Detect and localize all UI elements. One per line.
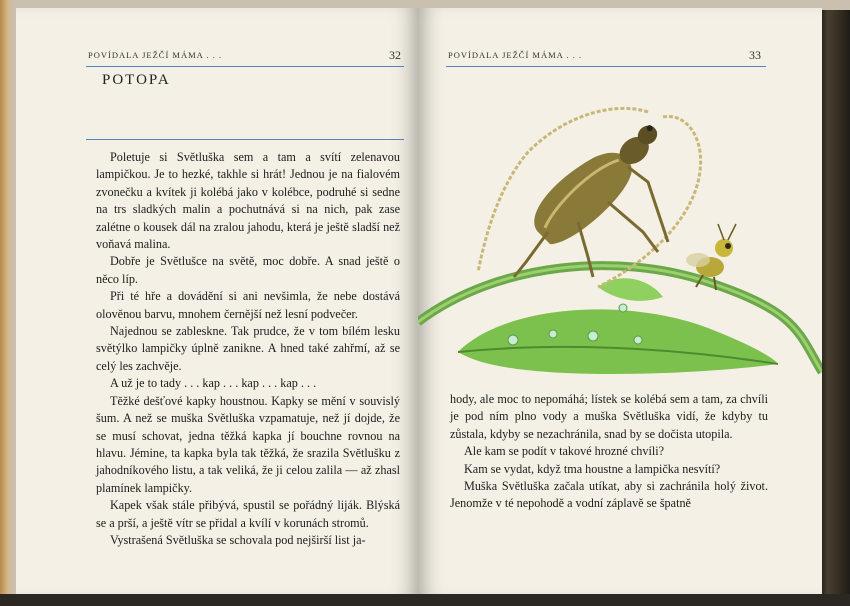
- header-rule: [86, 66, 404, 67]
- beetle-and-firefly-illustration: [418, 72, 822, 392]
- paragraph: A už je to tady . . . kap . . . kap . . . kap . . .: [110, 376, 317, 391]
- paragraph: Vystrašená Světluška se schovala pod nejširší list ja-: [110, 532, 366, 547]
- paragraph: Ale kam se podít v takové hrozné chvíli?: [464, 444, 665, 459]
- running-head: POVÍDALA JEŽČÍ MÁMA . . .: [448, 50, 583, 60]
- leaf: [458, 309, 778, 374]
- paragraph: Dobře je Světlušce na světě, moc dobře. A snad ještě o něco líp.: [96, 254, 400, 286]
- paragraph: Těžké dešťové kapky houstnou. Kapky se mění v souvislý šum. A než se muška Světluška vzpamatuje, než jí dojde, že se musí schovat, jedna těžká kapka jí bouchne rovnou na hlavu. Jémine, ta kapka byla tak těžká, že srazila Světlušku z jahodníkového listu, a tak veliká, že ji celou zalila — až zhasl plamínek lampičky.: [96, 393, 400, 495]
- paragraph: hody, ale moc to nepomáhá; lístek se kolébá sem a tam, za chvíli je pod ním plno vody a muška Světluška vidí, že kdyby tu zůstala, kdyby se nezachránila, snad by se dočista utopila.: [450, 392, 768, 441]
- left-page: [16, 8, 418, 596]
- running-head: POVÍDALA JEŽČÍ MÁMA . . .: [88, 50, 223, 60]
- left-body-text: [96, 149, 400, 549]
- paragraph: Kam se vydat, když tma houstne a lampička nesvítí?: [464, 461, 721, 476]
- right-page: [418, 8, 822, 596]
- chapter-title: POTOPA: [102, 72, 171, 88]
- book-bottom-edge: [0, 594, 850, 606]
- paragraph: Poletuje si Světluška sem a tam a svítí zelenavou lampičkou. Je to hezké, takhle si hrát! Jednou je na fialovém zvonečku a kvítek ji kolébá jako v kolébce, podruhé si sedne na trs sladkých malin a pochutnává si na nich, pak zase zalétne o kousek dál na zralou jahodu, která je ještě sladší než voňavá malina.: [96, 150, 400, 252]
- paragraph: Muška Světluška začala utíkat, aby si zachránila holý život. Jenomže v té nepohodě a vodní záplavě se špatně: [450, 479, 768, 511]
- paragraph: Najednou se zableskne. Tak prudce, že v tom bílém lesku světýlko lampičky úplně zanikne. A hned také zahřmí, až se celý les zachvěje.: [96, 324, 400, 373]
- book-edge: [822, 10, 850, 606]
- paragraph: Kapek však stále přibývá, spustil se pořádný liják. Blýská se a prší, a ještě vítr se přidal a kvílí v korunách stromů.: [96, 498, 400, 530]
- page-number: 33: [749, 48, 761, 62]
- chapter-rule: [86, 139, 404, 140]
- header-rule: [446, 66, 766, 67]
- right-body-text: [450, 391, 768, 513]
- paragraph: Při té hře a dovádění si ani nevšimla, že nebe dostává olověnou barvu, mnohem černější než lesní podvečer.: [96, 289, 400, 321]
- page-number: 32: [389, 48, 401, 62]
